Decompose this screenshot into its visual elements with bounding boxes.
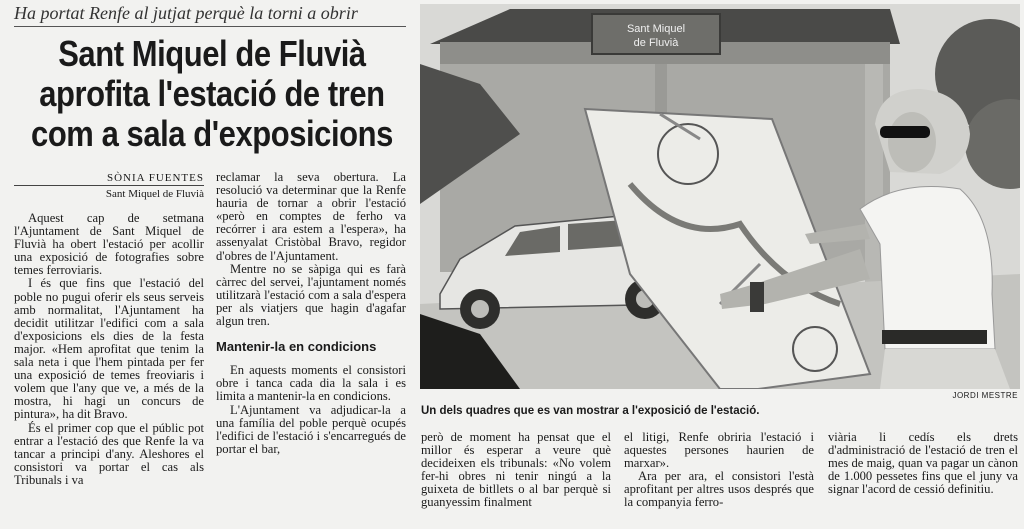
sign-line-1: Sant Miquel	[626, 23, 686, 35]
paragraph: L'Ajuntament va adjudicar-la a una família del poble perquè ocupés l'edifici de l'estació i s'encarregués de portar el bar,	[216, 402, 406, 456]
paragraph: En aquests moments el consistori obre i tanca cada dia la sala i es limita a mantenir-la en condicions.	[216, 363, 406, 404]
byline-author: SÒNIA FUENTES	[106, 172, 204, 184]
paragraph: I és que fins que l'estació del poble no pugui oferir els seus serveis amb normalitat, l'Ajuntament ha decidit utilitzar l'edifici com a sala d'exposicions els dies de la festa major. «Hem aprofitat que tenim la sala neta i que l'hem pintada per fer una exposició de temes freoviaris i volem que l'any que ve, a més de la mostra, hi hagi un concurs de pintura», ha dit Bravo.	[14, 276, 204, 422]
paragraph: reclamar la seva obertura. La resolució va determinar que la Renfe hauria de tornar a obrir l'estació «però en comptes de ferho va recórrer i ara estem a l'espera», ha assenyalat Cristòbal Bravo, regidor d'obres de l'Ajuntament.	[216, 170, 406, 263]
paragraph: És el primer cop que el públic pot entrar a l'estació des que Renfe la va tancar a principi d'any. Aleshores el consistori va portar el cas als Tribunals i va	[14, 420, 204, 487]
article-column-4	[624, 431, 814, 510]
kicker: Ha portat Renfe al jutjat perquè la torni a obrir	[14, 3, 406, 27]
paragraph: Aquest cap de setmana l'Ajuntament de Sant Miquel de Fluvià ha obert l'estació per acollir una exposició de fotografies sobre temes ferroviaris.	[14, 211, 204, 278]
headline-line-1: Sant Miquel de Fluvià	[58, 33, 366, 74]
paragraph: viària li cedís els drets d'administració de l'estació de tren el mes de maig, quan va pagar un cànon de 1.000 pessetes fins que el juny va signar l'acord de cessió definitiu.	[828, 430, 1018, 497]
headline-line-3: com a sala d'exposicions	[31, 113, 393, 154]
paragraph: Ara per ara, el consistori l'està aprofitant per altres usos després que la companyia ferro-	[624, 469, 814, 510]
article-column-3	[421, 431, 611, 510]
photo-credit: JORDI MESTRE	[952, 391, 1018, 400]
paragraph: el litigi, Renfe obriria l'estació i aquestes persones haurien de marxar».	[624, 430, 814, 471]
sign-line-2: de Fluvià	[633, 37, 679, 49]
byline-place: Sant Miquel de Fluvià	[105, 188, 204, 200]
byline-rule	[14, 185, 204, 186]
paragraph: Mentre no se sàpiga qui es farà càrrec del servei, l'ajuntament només utilitzarà l'estació com a sala d'espera per als viatjers que hagin d'agafar algun tren.	[216, 261, 406, 329]
article-column-5	[828, 431, 1018, 496]
article-column-1	[14, 212, 204, 487]
news-photo	[420, 4, 1020, 389]
photo-illustration	[420, 4, 1020, 389]
headline	[12, 34, 412, 154]
headline-line-2: aprofita l'estació de tren	[39, 73, 385, 114]
byline	[14, 172, 204, 200]
paragraph: però de moment ha pensat que el millor és esperar a veure què decideixen els tribunals: «No volem fer-hi obres ni tenir ningú a la guixeta de bitllets o al bar perquè si guanyessim finalment	[421, 430, 611, 510]
subheading: Mantenir-la en condicions	[216, 339, 377, 355]
photo-caption: Un dels quadres que es van mostrar a l'exposició de l'estació.	[421, 405, 760, 417]
article-column-2	[216, 171, 406, 456]
